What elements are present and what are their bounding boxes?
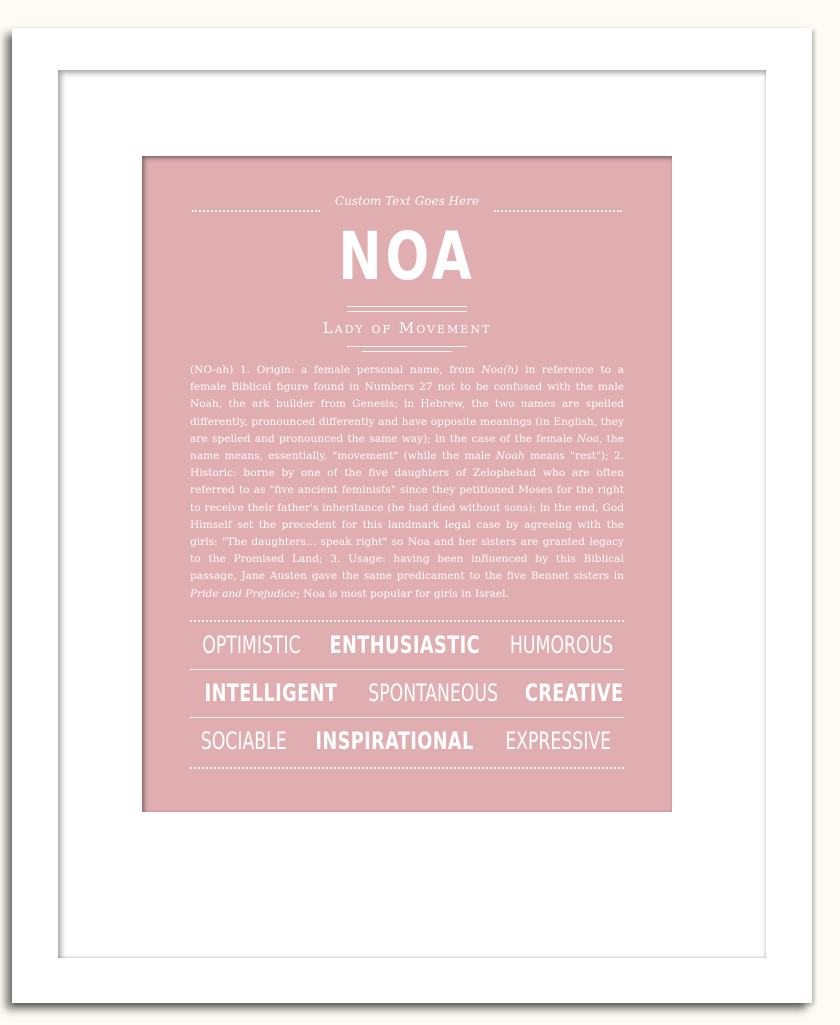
trait-enthusiastic: ENTHUSIASTIC bbox=[329, 631, 480, 659]
trait-intelligent: INTELLIGENT bbox=[204, 679, 338, 707]
definition-text-4: means "rest"); 2. Historic: borne by one of the five daughters of Zelophehad who are often referred to as "five ancient feminists" since they petitioned Moses for the right to receive their father's inheritance (he had died without sons); in the end, God Himself set the precedent for this landmark legal case by agreeing with the girls: "The daughters... speak right" so Noa and her sisters are granted legacy to the Promised Land; 3. Usage: having been influenced by this Biblical passage, Jane Austen gave the same predicament to the five Bennet sisters in bbox=[190, 450, 624, 583]
trait-optimistic: OPTIMISTIC bbox=[202, 631, 301, 659]
definition-em-4: Pride and Prejudice bbox=[190, 587, 297, 600]
meaning-underline-bottom bbox=[362, 351, 452, 352]
traits-rule-1 bbox=[190, 669, 624, 670]
traits-rule-2 bbox=[190, 717, 624, 718]
traits-row-3 bbox=[190, 721, 624, 761]
header-dotted-rule-right bbox=[494, 210, 622, 212]
trait-sociable: SOCIABLE bbox=[200, 727, 287, 755]
definition-text-5: ; Noa is most popular for girls in Israel. bbox=[296, 587, 509, 600]
header-dotted-rule-left bbox=[192, 210, 320, 212]
definition-em-2: Noa bbox=[576, 432, 599, 445]
name-underline-bottom bbox=[347, 311, 467, 312]
custom-text: Custom Text Goes Here bbox=[334, 194, 480, 208]
trait-spontaneous: SPONTANEOUS bbox=[368, 679, 498, 707]
traits-dotted-rule-top bbox=[190, 620, 624, 622]
trait-inspirational: INSPIRATIONAL bbox=[315, 727, 474, 755]
traits-dotted-rule-bottom bbox=[190, 767, 624, 769]
definition-text-1: (NO-ah) 1. Origin: a female personal name, from bbox=[190, 364, 482, 376]
trait-expressive: EXPRESSIVE bbox=[504, 727, 611, 755]
trait-creative: CREATIVE bbox=[524, 679, 624, 707]
name-title: NOA bbox=[338, 218, 476, 295]
traits-row-2 bbox=[190, 673, 624, 713]
name-print bbox=[142, 156, 672, 812]
name-definition bbox=[190, 362, 624, 603]
definition-em-1: Noa(h) bbox=[481, 364, 519, 376]
definition-text-3: , the name means, essentially, "movement" (while the male bbox=[190, 432, 625, 463]
name-underline-top bbox=[347, 306, 467, 307]
traits-row-1 bbox=[190, 625, 624, 665]
meaning-underline-top bbox=[347, 346, 467, 347]
trait-humorous: HUMOROUS bbox=[509, 631, 613, 659]
definition-text-2: in reference to a female Biblical figure found in Numbers 27 not to be confused with the male Noah, the ark builder from Genesis; in Hebrew, the two names are spelled differently, pronounced differently and have opposite meanings (in English, they are spelled and pronounced the same way); in the case of the female bbox=[190, 364, 624, 445]
name-meaning: Lady of Movement bbox=[322, 319, 492, 337]
definition-em-3: Noah bbox=[495, 450, 525, 463]
